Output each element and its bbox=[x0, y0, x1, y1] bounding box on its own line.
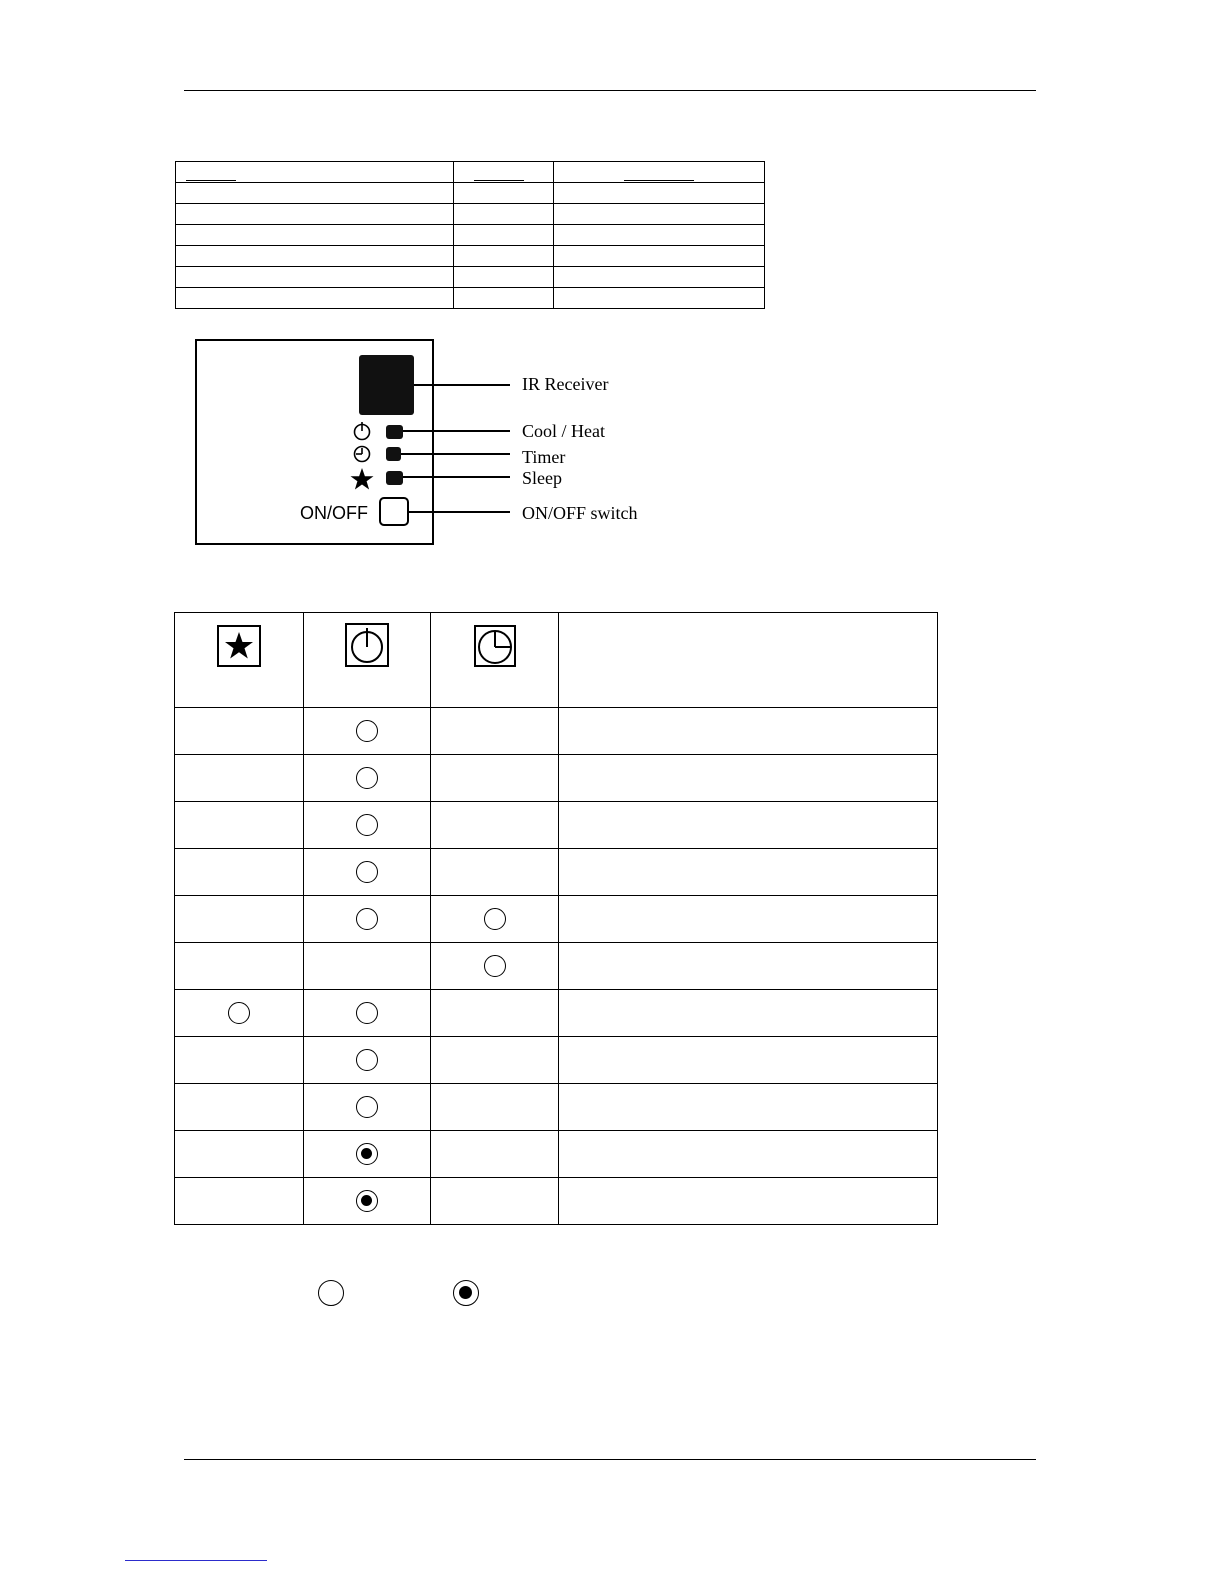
description-cell bbox=[559, 1037, 938, 1084]
table-row bbox=[175, 990, 938, 1037]
table-header-row bbox=[175, 613, 938, 708]
table-row bbox=[175, 1037, 938, 1084]
cool-heat-label: Cool / Heat bbox=[522, 421, 605, 441]
power-icon bbox=[355, 422, 370, 440]
indicator-off bbox=[356, 767, 378, 789]
indicator-on bbox=[356, 1143, 378, 1165]
clock-icon bbox=[355, 447, 370, 462]
power-cell bbox=[304, 708, 431, 755]
indicator-table bbox=[174, 612, 938, 1225]
timer-cell bbox=[431, 1084, 559, 1131]
table-row bbox=[175, 943, 938, 990]
sleep-star-icon bbox=[217, 625, 261, 667]
timer-cell bbox=[431, 943, 559, 990]
power-cell bbox=[304, 1084, 431, 1131]
timer-cell bbox=[431, 896, 559, 943]
description-cell bbox=[559, 896, 938, 943]
timer-cell bbox=[431, 849, 559, 896]
indicator-on bbox=[356, 1190, 378, 1212]
header-underline bbox=[474, 180, 524, 181]
table-row bbox=[175, 896, 938, 943]
sleep-cell bbox=[175, 849, 304, 896]
indicator-off bbox=[484, 955, 506, 977]
sleep-cell bbox=[175, 1037, 304, 1084]
timer-cell bbox=[431, 1131, 559, 1178]
timer-led bbox=[386, 447, 401, 461]
description-cell bbox=[559, 990, 938, 1037]
ir-receiver-window bbox=[359, 355, 414, 415]
sleep-led bbox=[386, 471, 403, 485]
timer-cell bbox=[431, 1178, 559, 1225]
description-cell bbox=[559, 1084, 938, 1131]
power-cell bbox=[304, 990, 431, 1037]
leader-lines bbox=[401, 385, 510, 512]
power-cell bbox=[304, 849, 431, 896]
power-cell bbox=[304, 802, 431, 849]
indicator-off bbox=[356, 1002, 378, 1024]
timer-label: Timer bbox=[522, 447, 566, 467]
timer-cell bbox=[431, 755, 559, 802]
timer-cell bbox=[431, 802, 559, 849]
table-row bbox=[176, 246, 765, 267]
indicator-off bbox=[356, 908, 378, 930]
table-row bbox=[176, 162, 765, 183]
power-header-icon bbox=[345, 623, 389, 667]
indicator-off bbox=[228, 1002, 250, 1024]
power-cell bbox=[304, 1178, 431, 1225]
sleep-cell bbox=[175, 755, 304, 802]
table-row bbox=[176, 267, 765, 288]
onoff-switch-label: ON/OFF switch bbox=[522, 503, 638, 523]
header-rule bbox=[184, 90, 1036, 91]
description-cell bbox=[559, 849, 938, 896]
power-cell bbox=[304, 896, 431, 943]
power-cell bbox=[304, 755, 431, 802]
indicator-off bbox=[356, 720, 378, 742]
sleep-cell bbox=[175, 990, 304, 1037]
table-row bbox=[175, 1178, 938, 1225]
timer-cell bbox=[431, 708, 559, 755]
description-cell bbox=[559, 1131, 938, 1178]
power-cell bbox=[304, 943, 431, 990]
sleep-cell bbox=[175, 1178, 304, 1225]
timer-clock-icon bbox=[474, 625, 516, 667]
table-row bbox=[175, 755, 938, 802]
indicator-off bbox=[484, 908, 506, 930]
indicator-off bbox=[356, 1096, 378, 1118]
indicator-legend bbox=[318, 1280, 488, 1306]
table-row bbox=[175, 1084, 938, 1131]
sleep-cell bbox=[175, 802, 304, 849]
spec-table bbox=[175, 161, 765, 309]
indicator-rows bbox=[175, 708, 938, 1225]
indicator-off-symbol bbox=[318, 1280, 344, 1306]
table-row bbox=[175, 1131, 938, 1178]
indicator-off bbox=[356, 861, 378, 883]
onoff-panel-label: ON/OFF bbox=[300, 503, 368, 523]
footer-rule bbox=[184, 1459, 1036, 1460]
power-cell bbox=[304, 1131, 431, 1178]
description-cell bbox=[559, 802, 938, 849]
indicator-off bbox=[356, 814, 378, 836]
description-cell bbox=[559, 943, 938, 990]
timer-cell bbox=[431, 990, 559, 1037]
ir-receiver-label: IR Receiver bbox=[522, 374, 609, 394]
header-underline bbox=[186, 180, 236, 181]
table-row bbox=[176, 183, 765, 204]
sleep-cell bbox=[175, 708, 304, 755]
control-panel-diagram bbox=[190, 335, 660, 550]
table-row bbox=[176, 204, 765, 225]
sleep-cell bbox=[175, 1131, 304, 1178]
sleep-label: Sleep bbox=[522, 468, 562, 488]
table-row bbox=[175, 802, 938, 849]
onoff-switch[interactable] bbox=[380, 498, 408, 525]
table-row bbox=[176, 288, 765, 309]
sleep-cell bbox=[175, 943, 304, 990]
table-row bbox=[175, 849, 938, 896]
header-underline bbox=[624, 180, 694, 181]
sleep-cell bbox=[175, 896, 304, 943]
star-icon bbox=[351, 468, 374, 490]
indicator-on-symbol bbox=[453, 1280, 479, 1306]
timer-cell bbox=[431, 1037, 559, 1084]
table-row bbox=[176, 225, 765, 246]
cool-heat-led bbox=[386, 425, 403, 439]
description-cell bbox=[559, 755, 938, 802]
sleep-cell bbox=[175, 1084, 304, 1131]
table-row bbox=[175, 708, 938, 755]
power-cell bbox=[304, 1037, 431, 1084]
indicator-off bbox=[356, 1049, 378, 1071]
description-cell bbox=[559, 1178, 938, 1225]
footer-link-underline bbox=[125, 1560, 267, 1561]
description-cell bbox=[559, 708, 938, 755]
